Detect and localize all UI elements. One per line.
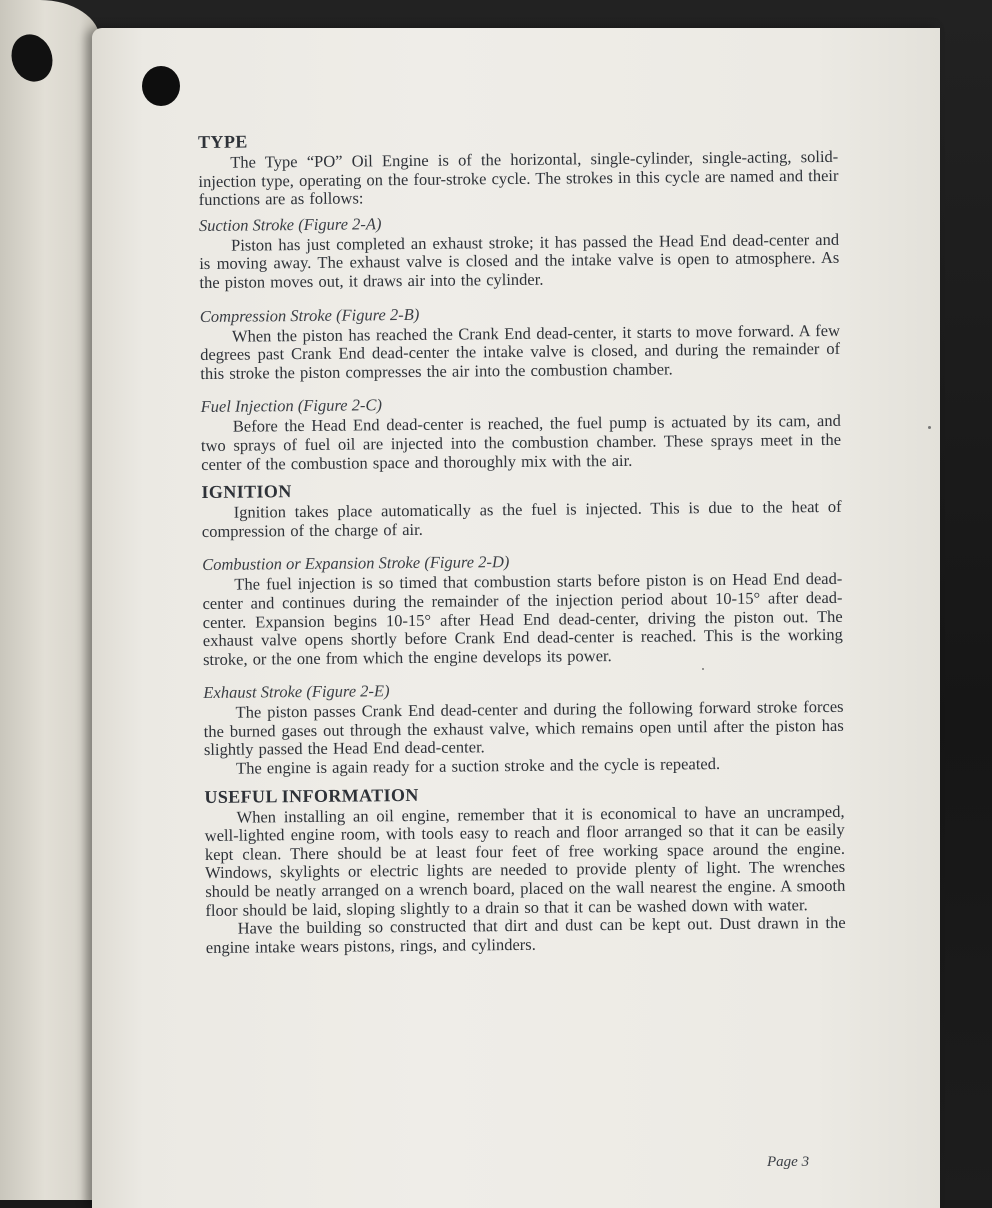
binder-hole (142, 66, 180, 106)
subheading-fuel-injection: Fuel Injection (Figure 2-C) (200, 395, 383, 417)
subheading-suction-stroke: Suction Stroke (Figure 2-A) (198, 214, 382, 235)
page-number: Page 3 (767, 1154, 810, 1170)
paragraph-combustion-stroke: The fuel injection is so timed that combustion starts before piston is on Head End dead-center and continues during the remainder of the injection period about 10-15° after dead-center. Expansion begins 10-15° after Head End dead-center, driving the piston out. The exhaust valve opens shortly before Crank End dead-center is reached. This is the working stroke, or the one from which the engine develops its power. (202, 569, 843, 669)
paragraph-suction-stroke: Piston has just completed an exhaust stroke; it has passed the Head End dead-center and is moving away. The exhaust valve is closed and the intake valve is open to atmosphere. As the piston moves out, it draws air into the cylinder. (199, 229, 840, 292)
paragraph-exhaust-cycle: The engine is again ready for a suction stroke and the cycle is repeated. (236, 754, 721, 778)
subheading-exhaust-stroke: Exhaust Stroke (Figure 2-E) (203, 681, 390, 703)
subheading-compression-stroke: Compression Stroke (Figure 2-B) (199, 304, 420, 326)
document-page (92, 28, 940, 1208)
paragraph-useful-info-installing: When installing an oil engine, remember that it is economical to have an uncramped, well-lighted engine room, with tools easy to reach and floor arranged so that it can be easily kept clean. There should be at least four feet of free working space around the engine. Windows, skylights or electric lights are needed to provide plenty of light. The wrenches should be neatly arranged on a wrench board, placed on the wall nearest the engine. A smooth floor should be laid, sloping slightly to a drain so that it can be washed down with water. (204, 801, 846, 920)
paragraph-ignition: Ignition takes place automatically as the fuel is injected. This is due to the heat of compression of the charge of air. (201, 496, 842, 541)
subheading-combustion-stroke: Combustion or Expansion Stroke (Figure 2-D) (202, 552, 510, 575)
page-content (198, 126, 846, 958)
paragraph-compression-stroke: When the piston has reached the Crank End dead-center, it starts to move forward. A few degrees past Crank End dead-center the intake valve is closed, and during the remainder of this stroke the piston compresses the air into the combustion chamber. (200, 320, 841, 383)
paragraph-fuel-injection: Before the Head End dead-center is reached, the fuel pump is actuated by its cam, and two sprays of fuel oil are injected into the combustion chamber. These sprays meet in the center of the combustion space and thoroughly mix with the air. (200, 411, 842, 474)
section-heading-useful-information: USEFUL INFORMATION (204, 784, 419, 807)
paragraph-useful-info-dust: Have the building so constructed that dirt and dust can be kept out. Dust drawn in the engine intake wears pistons, rings, and cylinders. (205, 913, 846, 957)
previous-page-edge (0, 0, 100, 1200)
binder-hole-left (5, 29, 59, 88)
section-heading-ignition: IGNITION (201, 481, 292, 503)
paragraph-exhaust-stroke: The piston passes Crank End dead-center and during the following forward stroke forces the burned gases out through the exhaust valve, which remains open until after the piston has slightly passed the Head End dead-center. (203, 697, 844, 760)
paper-speck (928, 426, 931, 429)
paragraph-type-intro: The Type “PO” Oil Engine is of the horizontal, single-cylinder, single-acting, solid-injection type, operating on the four-stroke cycle. The strokes in this cycle are named and their functions are as follows: (198, 146, 839, 210)
section-heading-type: TYPE (198, 131, 248, 152)
